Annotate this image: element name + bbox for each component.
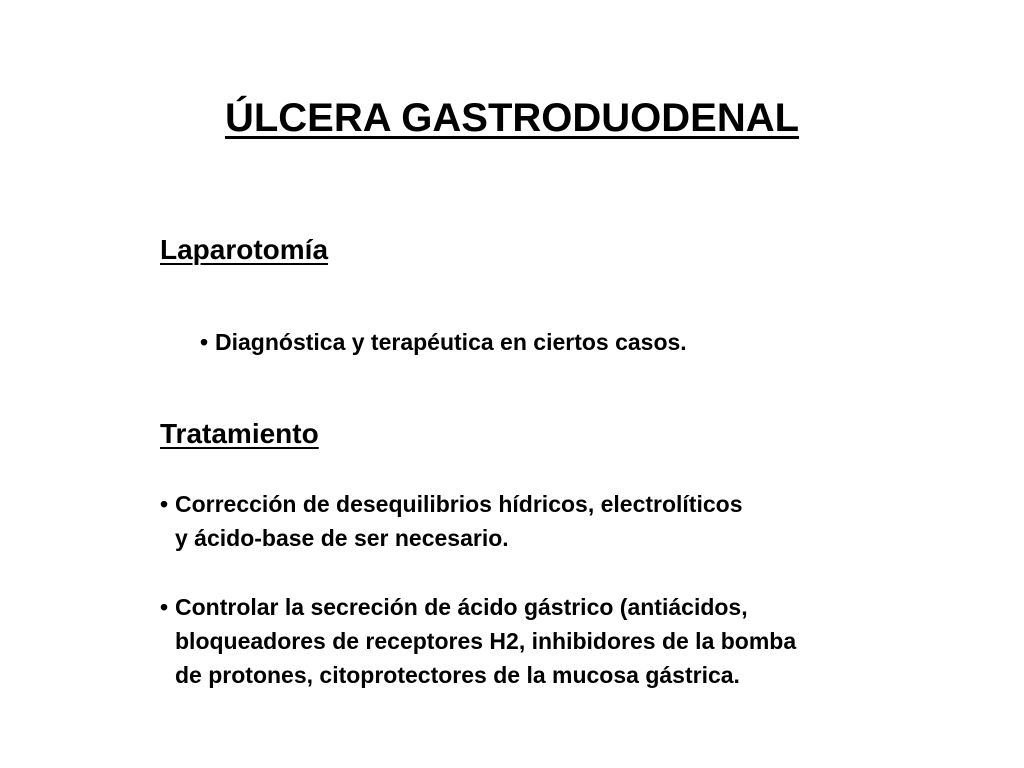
bullet-dot: • [160,594,169,620]
bullet-line: Corrección de desequilibrios hídricos, electrolíticos [175,491,743,517]
bullet-dot: • [200,329,209,355]
bullet-line: Diagnóstica y terapéutica en ciertos casos. [215,329,687,355]
bullet-line-continuation: de protones, citoprotectores de la mucosa gástrica. [175,662,740,688]
section-heading-laparotomia: Laparotomía [160,234,329,265]
bullet-item-controlar [160,590,796,692]
bullet-line: Controlar la secreción de ácido gástrico (antiácidos, [175,594,748,620]
bullet-line-continuation: bloqueadores de receptores H2, inhibidores de la bomba [175,628,797,654]
slide-title [0,92,1024,144]
bullet-dot: • [160,491,169,517]
bullet-item-correccion [160,487,743,555]
bullet-line-continuation: y ácido-base de ser necesario. [175,525,509,551]
bullet-item-diagnostica [200,325,687,359]
section-heading-tratamiento: Tratamiento [160,418,319,449]
slide-title-text: ÚLCERA GASTRODUODENAL [224,96,800,140]
